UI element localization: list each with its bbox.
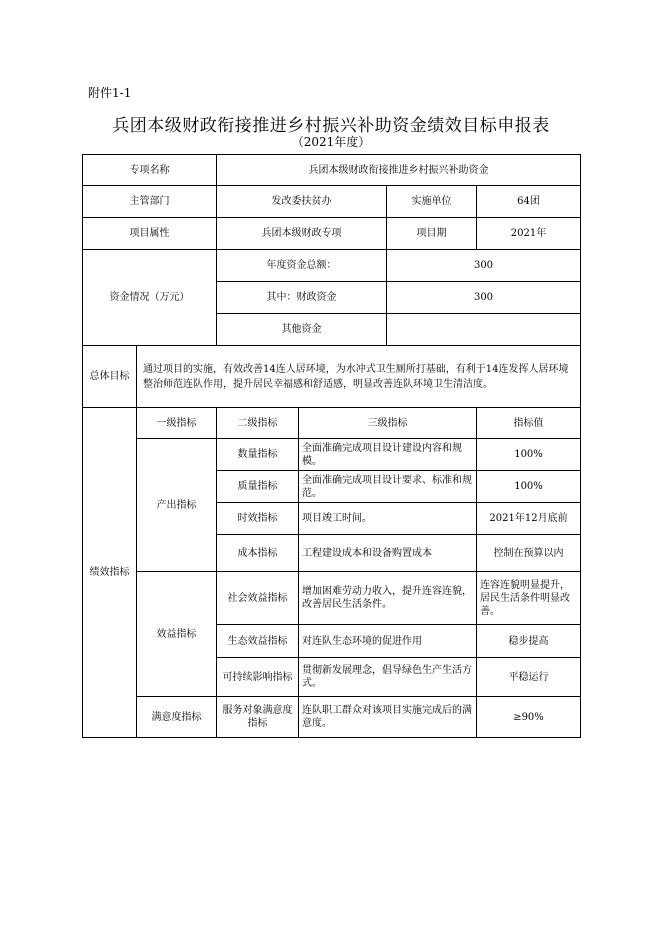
header-level3: 三级指标 <box>299 408 477 439</box>
row-l2: 质量指标 <box>217 471 299 503</box>
row-value: 2021年12月底前 <box>477 503 581 535</box>
goal-label: 总体目标 <box>83 346 137 408</box>
row-value: 100% <box>477 471 581 503</box>
row-l2: 服务对象满意度指标 <box>217 697 299 738</box>
project-name-value: 兵团本级财政衔接推进乡村振兴补助资金 <box>217 155 581 186</box>
attr-value: 兵团本级财政专项 <box>217 218 387 250</box>
row-l3: 对连队生态环境的促进作用 <box>299 625 477 658</box>
row-value: ≥90% <box>477 697 581 738</box>
row-l3: 全面准确完成项目设计要求、标准和规范。 <box>299 471 477 503</box>
performance-target-table <box>82 154 581 738</box>
period-value: 2021年 <box>477 218 581 250</box>
goal-text: 通过项目的实施，有效改善14连人居环境，为水冲式卫生厕所打基础，有利于14连发挥人居环境整治师范连队作用，提升居民幸福感和舒适感，明显改善连队环境卫生清洁度。 <box>137 346 581 408</box>
row-l3: 工程建设成本和设备购置成本 <box>299 535 477 572</box>
project-name-label: 专项名称 <box>83 155 217 186</box>
page-title: 兵团本级财政衔接推进乡村振兴补助资金绩效目标申报表 <box>112 116 550 136</box>
output-label: 产出指标 <box>137 439 217 572</box>
satisfaction-label: 满意度指标 <box>137 697 217 738</box>
row-l3: 项目竣工时间。 <box>299 503 477 535</box>
page-subtitle: （2021年度） <box>291 135 371 149</box>
header-level1: 一级指标 <box>137 408 217 439</box>
attr-label: 项目属性 <box>83 218 217 250</box>
row-l2: 社会效益指标 <box>217 572 299 625</box>
row-l3: 全面准确完成项目设计建设内容和规模。 <box>299 439 477 471</box>
dept-value: 发改委扶贫办 <box>217 186 387 218</box>
row-l2: 时效指标 <box>217 503 299 535</box>
benefit-label: 效益指标 <box>137 572 217 697</box>
row-value: 100% <box>477 439 581 471</box>
row-l2: 成本指标 <box>217 535 299 572</box>
row-l2: 生态效益指标 <box>217 625 299 658</box>
row-value: 连容连貌明显提升，居民生活条件明显改善。 <box>477 572 581 625</box>
row-value: 稳步提高 <box>477 625 581 658</box>
attachment-label: 附件1-1 <box>88 86 132 100</box>
perf-label: 绩效指标 <box>83 408 137 738</box>
funds-fiscal-label: 其中：财政资金 <box>217 282 387 314</box>
dept-label: 主管部门 <box>83 186 217 218</box>
row-l2: 数量指标 <box>217 439 299 471</box>
header-level2: 二级指标 <box>217 408 299 439</box>
row-l3: 贯彻新发展理念，倡导绿色生产生活方式。 <box>299 658 477 697</box>
funds-total-label: 年度资金总额： <box>217 250 387 282</box>
header-value: 指标值 <box>477 408 581 439</box>
unit-label: 实施单位 <box>387 186 477 218</box>
row-value: 平稳运行 <box>477 658 581 697</box>
funds-other-value <box>387 314 581 346</box>
row-l3: 连队职工群众对该项目实施完成后的满意度。 <box>299 697 477 738</box>
row-l3: 增加困难劳动力收入，提升连容连貌，改善居民生活条件。 <box>299 572 477 625</box>
funds-label: 资金情况（万元） <box>83 250 217 346</box>
row-value: 控制在预算以内 <box>477 535 581 572</box>
funds-total-value: 300 <box>387 250 581 282</box>
funds-other-label: 其他资金 <box>217 314 387 346</box>
row-l2: 可持续影响指标 <box>217 658 299 697</box>
funds-fiscal-value: 300 <box>387 282 581 314</box>
unit-value: 64团 <box>477 186 581 218</box>
period-label: 项目期 <box>387 218 477 250</box>
